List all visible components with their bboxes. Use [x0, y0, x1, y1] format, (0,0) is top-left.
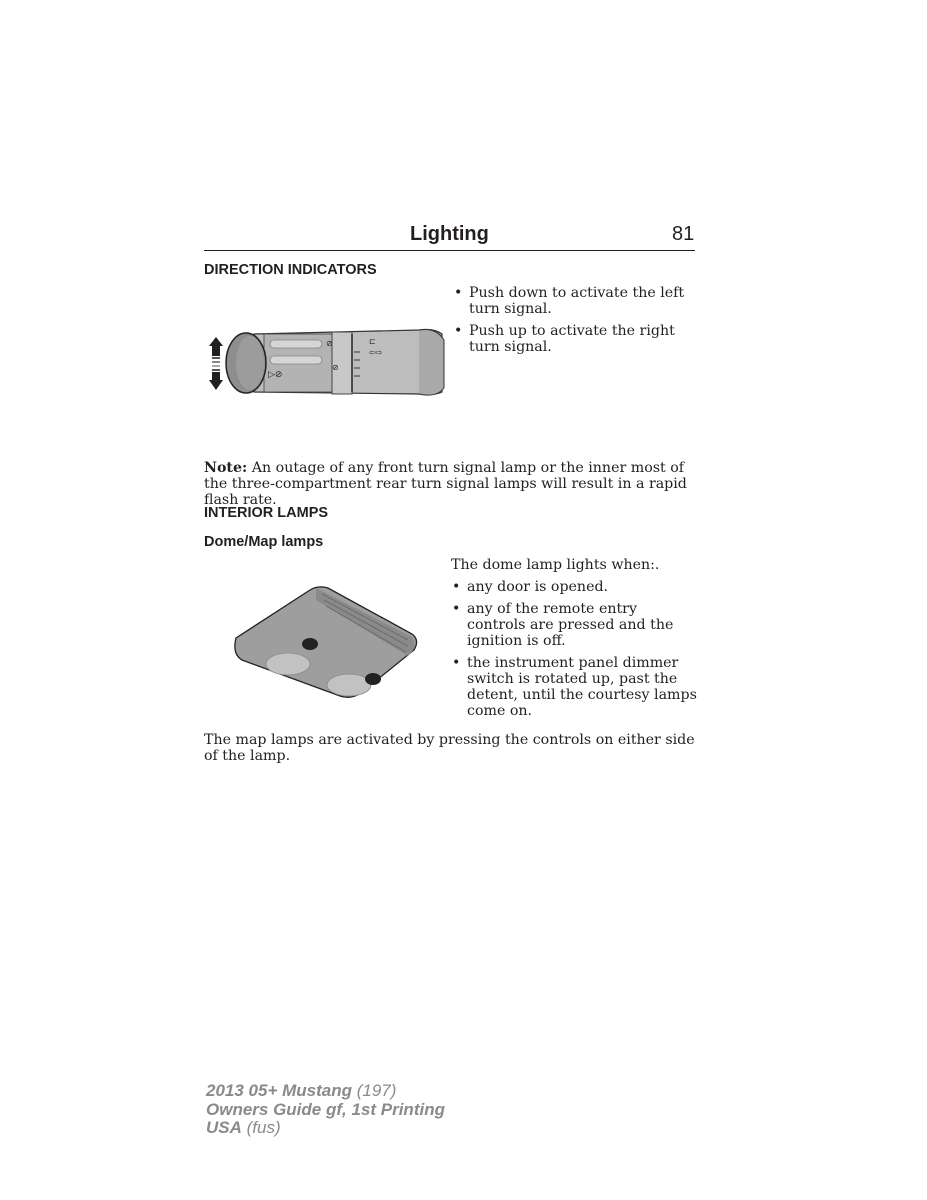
svg-text:⇦⇨: ⇦⇨: [369, 348, 383, 357]
turn-signal-stalk-illustration: [204, 322, 448, 402]
footer-model-code: (197): [352, 1081, 397, 1100]
footer-market-code: (fus): [241, 1118, 281, 1137]
note-text: An outage of any front turn signal lamp or the inner most of the three-compartment rear turn signal lamps will result in a rapid flash rate.: [204, 460, 687, 508]
map-lamps-paragraph: The map lamps are activated by pressing the controls on either side of the lamp.: [204, 732, 695, 764]
section-title: Lighting: [410, 223, 489, 245]
footer-line-2: [206, 1101, 445, 1120]
list-item: • Push down to activate the left turn signal.: [452, 285, 698, 317]
svg-text:▷⊘: ▷⊘: [268, 370, 283, 380]
page-number: 81: [672, 223, 695, 245]
interior-lamps-heading: INTERIOR LAMPS: [204, 505, 329, 521]
dome-map-lamp-illustration: [232, 584, 420, 704]
footer-market: USA: [206, 1118, 242, 1137]
svg-text:⊘: ⊘: [332, 363, 339, 372]
direction-indicators-heading: DIRECTION INDICATORS: [204, 262, 377, 278]
list-item: • any door is opened.: [450, 579, 698, 595]
turn-signal-instructions: [452, 285, 698, 361]
footer-line-1: [206, 1082, 445, 1101]
dome-lamp-icon: [232, 584, 420, 700]
turn-signal-stalk-icon: [204, 322, 448, 398]
list-item: • Push up to activate the right turn signal.: [452, 323, 698, 355]
dome-lamp-conditions: [450, 579, 698, 725]
list-item: • any of the remote entry controls are pressed and the ignition is off.: [450, 601, 698, 649]
print-footer: [206, 1082, 445, 1138]
svg-text:⊘: ⊘: [326, 339, 333, 348]
note-paragraph: [204, 460, 699, 508]
footer-model: 2013 05+ Mustang: [206, 1081, 352, 1100]
dome-lamp-intro: The dome lamp lights when:.: [451, 557, 660, 573]
svg-text:⊏: ⊏: [369, 337, 376, 346]
footer-line-3: [206, 1119, 445, 1138]
footer-guide: Owners Guide gf, 1st Printing: [206, 1099, 445, 1119]
dome-map-lamps-subheading: Dome/Map lamps: [204, 534, 324, 550]
list-item: • the instrument panel dimmer switch is rotated up, past the detent, until the courtesy lamps come on.: [450, 655, 698, 719]
header-divider: [204, 250, 695, 251]
note-label: Note:: [204, 460, 248, 476]
